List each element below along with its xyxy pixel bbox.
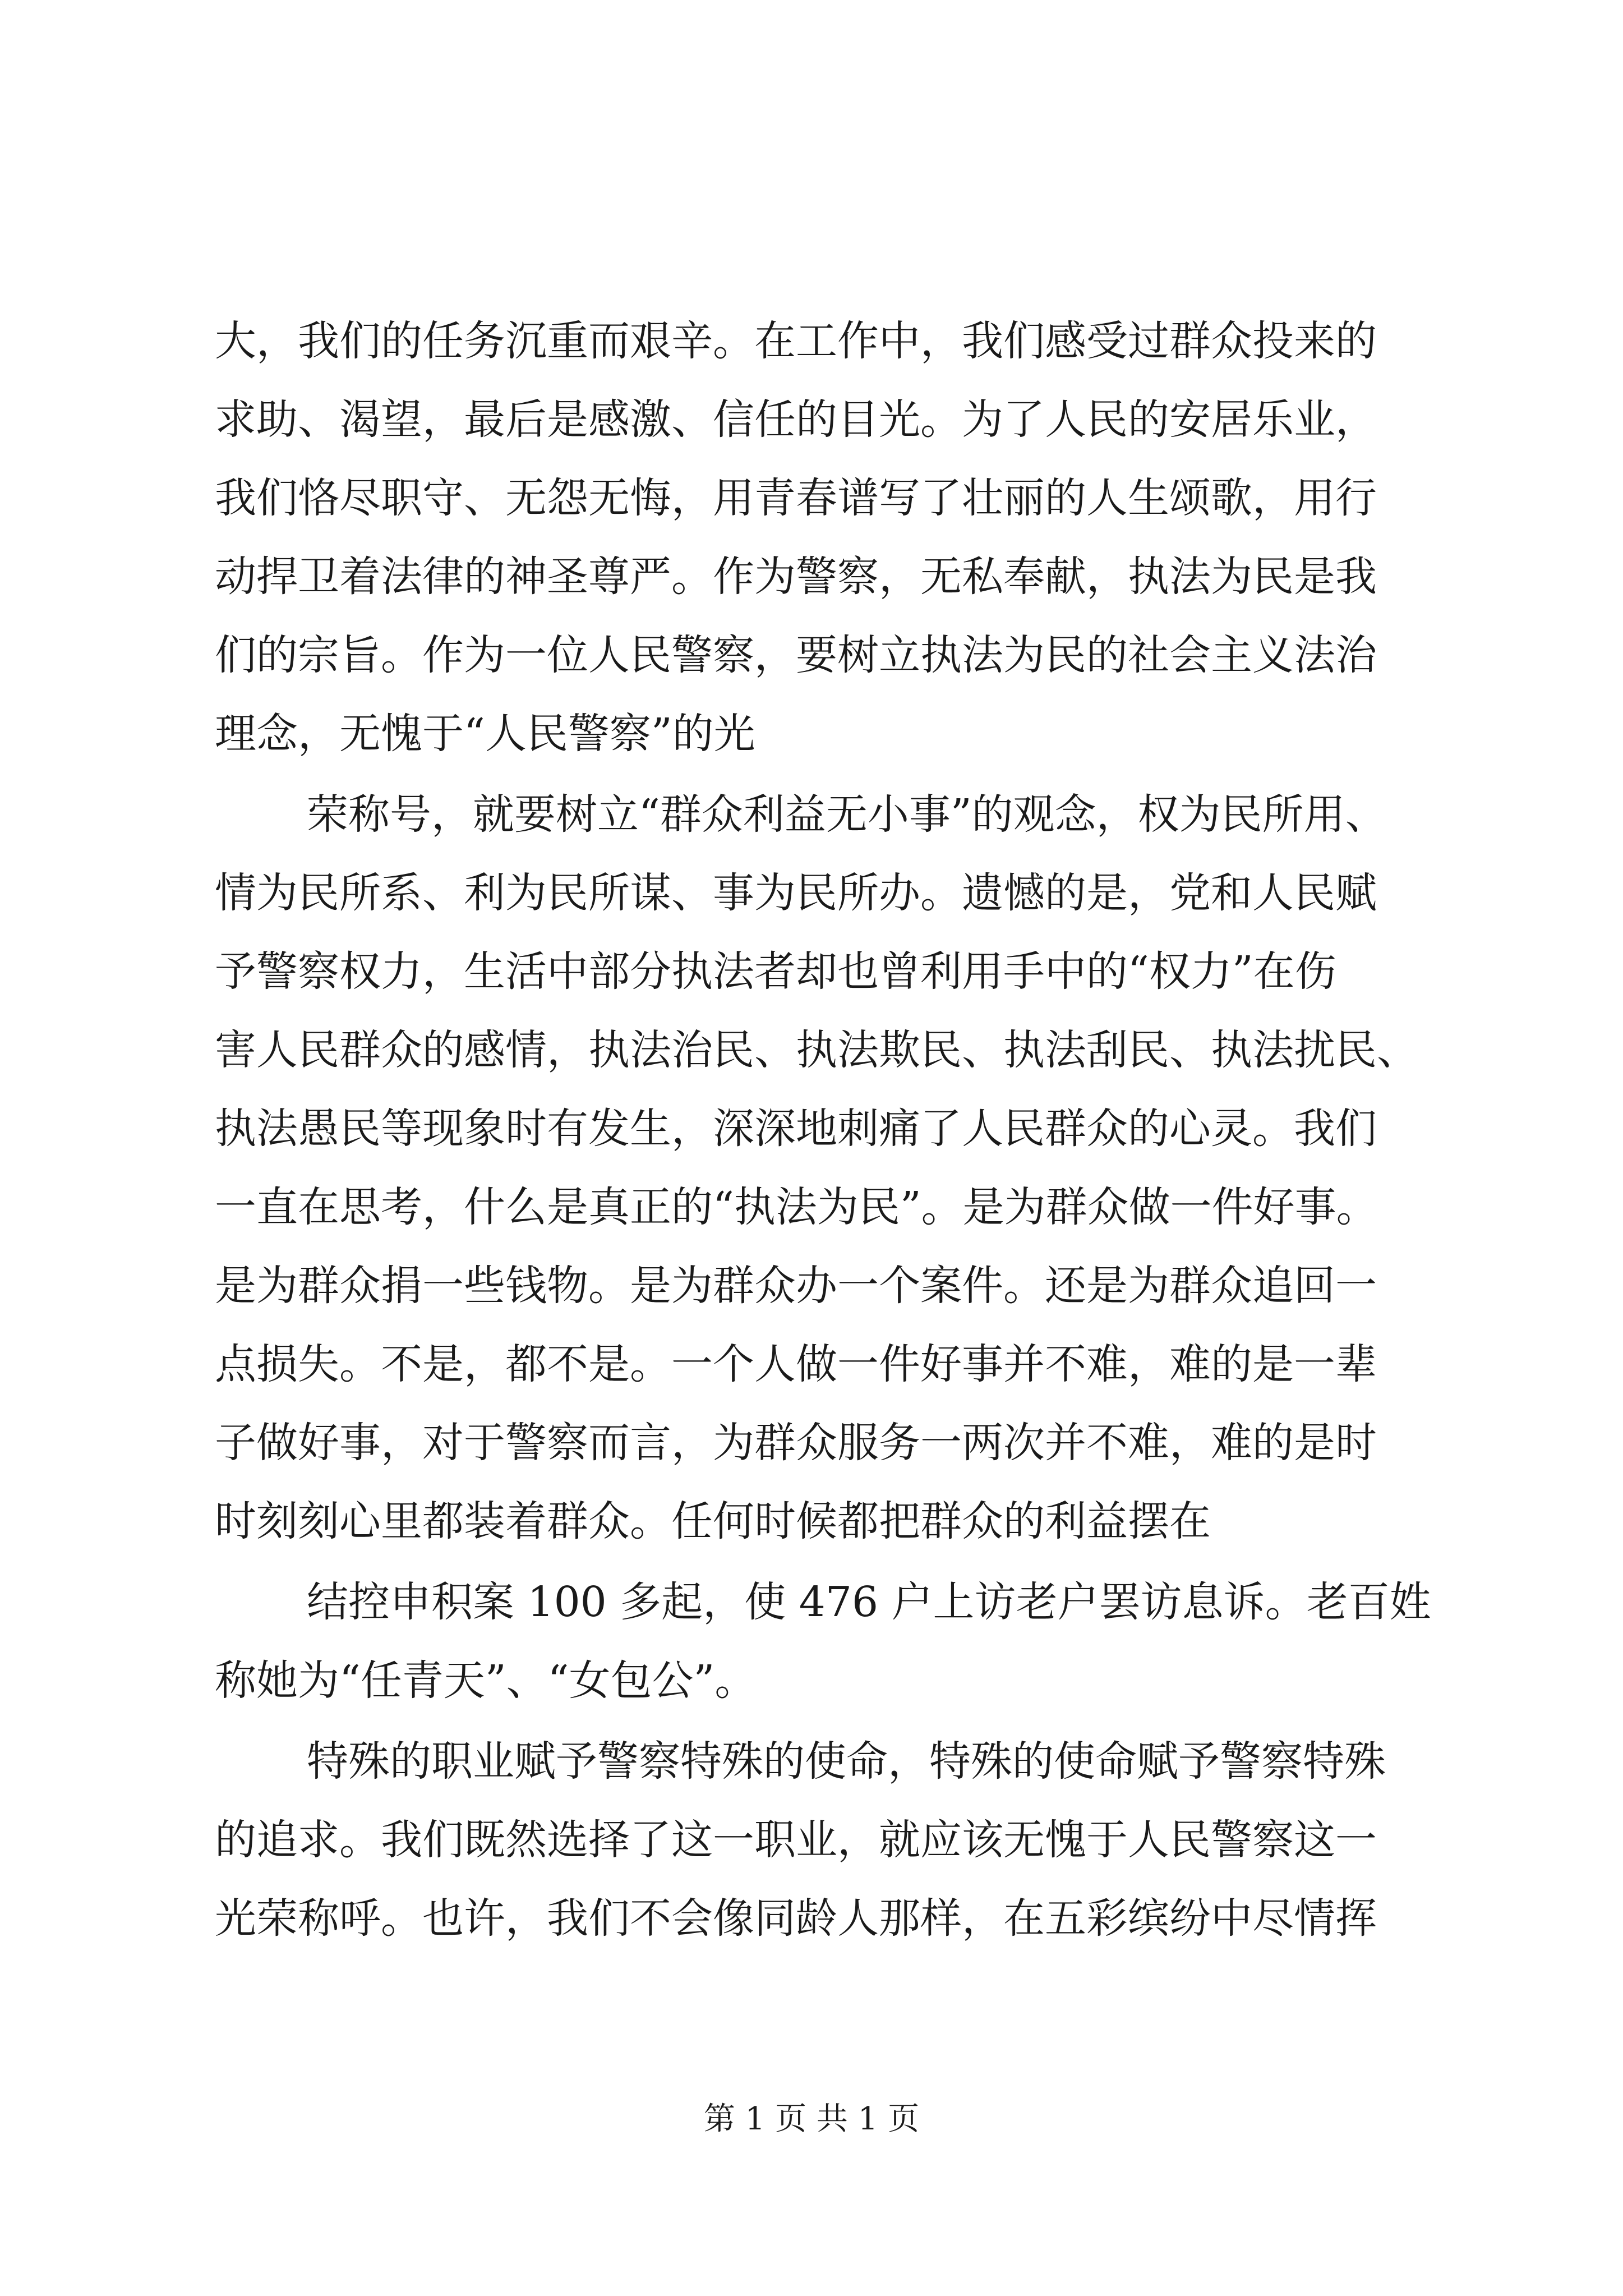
paragraph-first-line: 结控申积案 100 多起，使 476 户上访老户罢访息诉。老百姓 bbox=[307, 1578, 1431, 1626]
text-line: 光荣称呼。也许，我们不会像同龄人那样，在五彩缤纷中尽情挥 bbox=[215, 1894, 1377, 1943]
text-line: 执法愚民等现象时有发生，深深地刺痛了人民群众的心灵。我们 bbox=[215, 1105, 1377, 1153]
text-line: 时刻刻心里都装着群众。任何时候都把群众的利益摆在 bbox=[215, 1497, 1211, 1545]
text-line: 我们恪尽职守、无怨无悔，用青春谱写了壮丽的人生颂歌，用行 bbox=[215, 474, 1377, 522]
text-line: 一直在思考，什么是真正的“执法为民”。是为群众做一件好事。 bbox=[215, 1183, 1378, 1231]
text-line: 大，我们的任务沉重而艰辛。在工作中，我们感受过群众投来的 bbox=[215, 317, 1377, 365]
paragraph-first-line: 特殊的职业赋予警察特殊的使命，特殊的使命赋予警察特殊 bbox=[307, 1737, 1386, 1786]
text-line: 称她为“任青天”、“女包公”。 bbox=[215, 1657, 757, 1705]
text-line: 的追求。我们既然选择了这一职业，就应该无愧于人民警察这一 bbox=[215, 1816, 1377, 1864]
text-line: 们的宗旨。作为一位人民警察，要树立执法为民的社会主义法治 bbox=[215, 631, 1377, 679]
text-line: 理念，无愧于“人民警察”的光 bbox=[215, 710, 755, 758]
text-line: 予警察权力，生活中部分执法者却也曾利用手中的“权力”在伤 bbox=[215, 947, 1336, 996]
text-line: 是为群众捐一些钱物。是为群众办一个案件。还是为群众追回一 bbox=[215, 1262, 1377, 1310]
text-line: 动捍卫着法律的神圣尊严。作为警察，无私奉献，执法为民是我 bbox=[215, 553, 1377, 601]
paragraph-first-line: 荣称号，就要树立“群众利益无小事”的观念，权为民所用、 bbox=[307, 790, 1387, 839]
text-line: 求助、渴望，最后是感激、信任的目光。为了人民的安居乐业， bbox=[215, 395, 1377, 444]
text-line: 情为民所系、利为民所谋、事为民所办。遗憾的是，党和人民赋 bbox=[215, 869, 1377, 917]
text-line: 害人民群众的感情，执法治民、执法欺民、执法刮民、执法扰民、 bbox=[215, 1026, 1418, 1074]
text-line: 点损失。不是，都不是。一个人做一件好事并不难，难的是一辈 bbox=[215, 1340, 1377, 1388]
page-number-footer: 第 1 页 共 1 页 bbox=[703, 2101, 920, 2137]
text-line: 子做好事，对于警察而言，为群众服务一两次并不难，难的是时 bbox=[215, 1419, 1377, 1467]
